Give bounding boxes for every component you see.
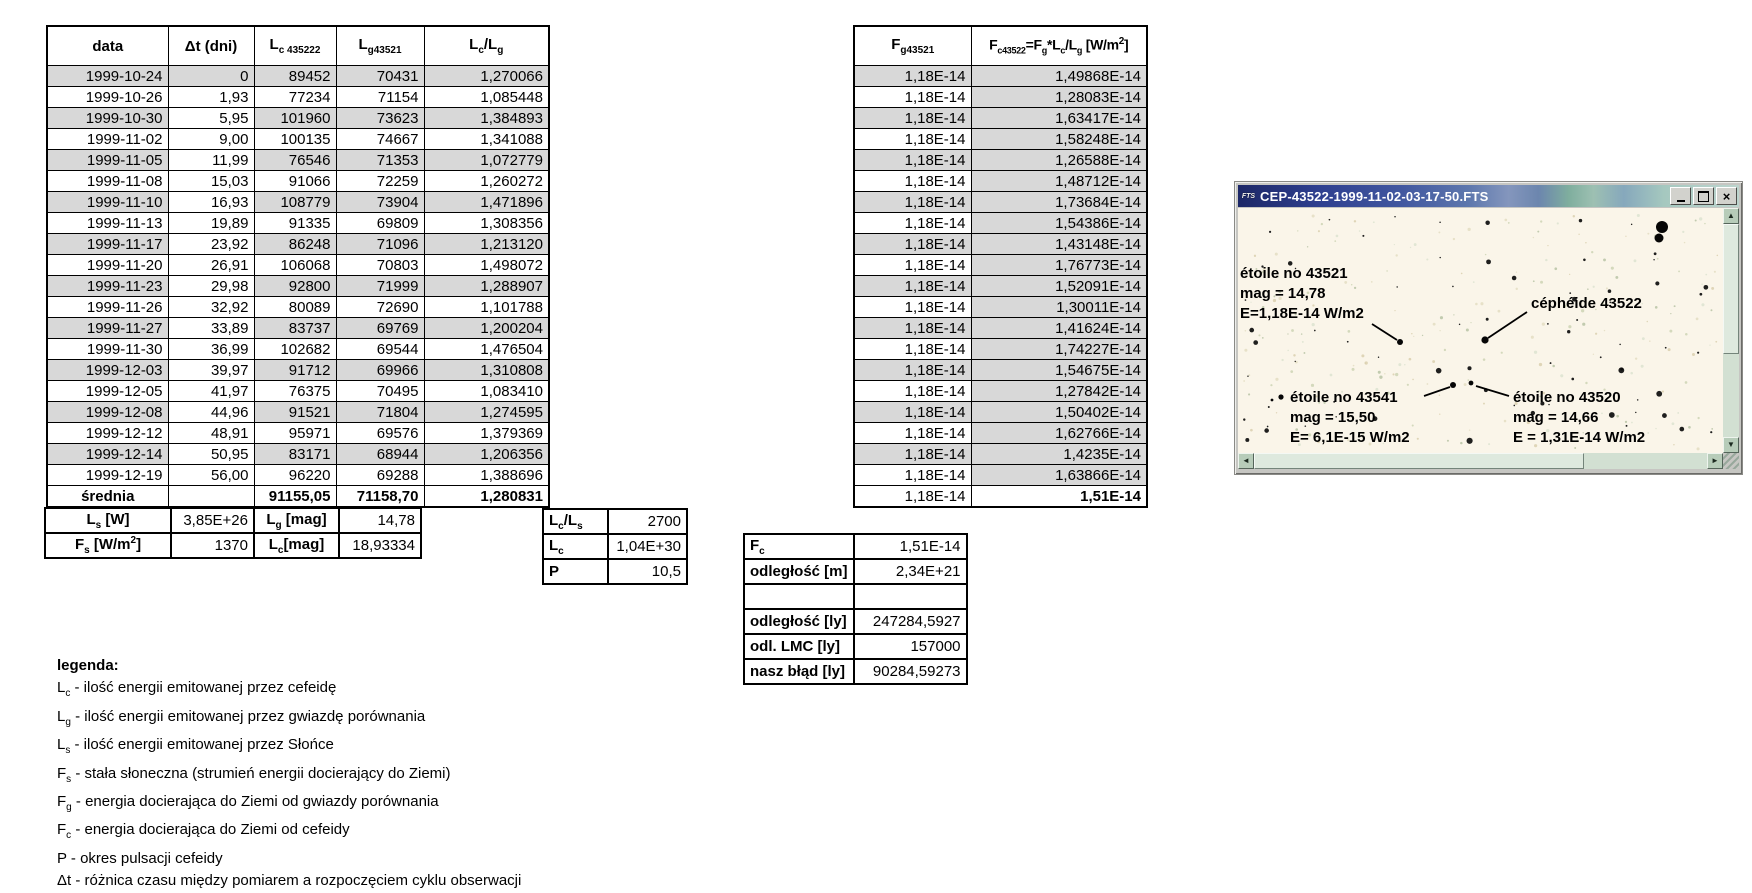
arrow-left-icon: ◄	[1242, 456, 1250, 465]
cell-fc: 1,54675E-14	[971, 360, 1147, 381]
cell-value: 1,51E-14	[854, 534, 967, 559]
cell-ratio: 1,083410	[424, 381, 549, 402]
cell-value: 1,04E+30	[608, 534, 687, 559]
cell-fc: 1,74227E-14	[971, 339, 1147, 360]
cell-value: 18,93334	[339, 533, 421, 558]
distance-row	[744, 534, 967, 559]
cell-lc: 83737	[254, 318, 336, 339]
cell-lg: 69576	[336, 423, 424, 444]
cell-fc: 1,52091E-14	[971, 276, 1147, 297]
cell-dt: 16,93	[168, 192, 254, 213]
cell-value: 14,78	[339, 508, 421, 533]
cell-fg: 1,18E-14	[854, 423, 971, 444]
cell-lc: 76375	[254, 381, 336, 402]
cell-dt: 1,93	[168, 87, 254, 108]
cell-fg: 1,18E-14	[854, 360, 971, 381]
average-row	[47, 486, 549, 508]
cell-date: 1999-10-26	[47, 87, 168, 108]
cell-lc: 80089	[254, 297, 336, 318]
cell-value: 247284,5927	[854, 609, 967, 634]
cell-label: $F_s$ $[W/m^2]$	[45, 533, 171, 558]
column-header: $F_{c43522}=F_g*L_c/L_g$ $[W/m^2]$	[971, 26, 1147, 66]
cell-value: 1370	[171, 533, 254, 558]
annotation-line: étoile no 43521	[1240, 265, 1348, 282]
cell-date: 1999-11-20	[47, 255, 168, 276]
cell-lg: 71353	[336, 150, 424, 171]
observation-row	[47, 339, 549, 360]
cell-lg: 69966	[336, 360, 424, 381]
annotation-pointer-line	[1372, 324, 1397, 340]
cell-value: 90284,59273	[854, 659, 967, 684]
cell-dt	[168, 486, 254, 508]
fts-window	[1234, 181, 1743, 475]
observation-row	[47, 318, 549, 339]
cell-average-label: średnia	[47, 486, 168, 508]
cell-lc: 95971	[254, 423, 336, 444]
arrow-right-icon: ►	[1711, 456, 1719, 465]
flux-row	[854, 192, 1147, 213]
cell-fg: 1,18E-14	[854, 402, 971, 423]
cell-lc: 91066	[254, 171, 336, 192]
cell-fc: 1,26588E-14	[971, 150, 1147, 171]
cell-fg: 1,18E-14	[854, 108, 971, 129]
star-field-image	[1238, 208, 1723, 453]
column-header: $L_{g43521}$	[336, 26, 424, 66]
scroll-right-button[interactable]	[1707, 453, 1723, 469]
constants-row	[45, 533, 421, 558]
observation-row	[47, 255, 549, 276]
observation-row	[47, 381, 549, 402]
cell-lg: 70431	[336, 66, 424, 87]
minimize-icon	[1677, 191, 1685, 202]
cell-date: 1999-11-13	[47, 213, 168, 234]
flux-row	[854, 108, 1147, 129]
cell-fg: 1,18E-14	[854, 66, 971, 87]
cell-date: 1999-12-08	[47, 402, 168, 423]
cell-fc: 1,28083E-14	[971, 87, 1147, 108]
cell-lc: 91521	[254, 402, 336, 423]
ratio-row	[543, 534, 687, 559]
cell-lg: 71096	[336, 234, 424, 255]
cell-value: 2,34E+21	[854, 559, 967, 584]
flux-row	[854, 213, 1147, 234]
cell-ratio: 1,288907	[424, 276, 549, 297]
distance-row	[744, 609, 967, 634]
distance-row	[744, 659, 967, 684]
flux-row	[854, 318, 1147, 339]
cell-dt: 41,97	[168, 381, 254, 402]
cell-dt: 44,96	[168, 402, 254, 423]
observation-row	[47, 276, 549, 297]
cell-lc: 91155,05	[254, 486, 336, 508]
cell-fg: 1,18E-14	[854, 234, 971, 255]
cell-lg: 69809	[336, 213, 424, 234]
cell-ratio: 1,341088	[424, 129, 549, 150]
cell-dt: 15,03	[168, 171, 254, 192]
cell-fg: 1,18E-14	[854, 297, 971, 318]
cell-dt: 9,00	[168, 129, 254, 150]
cell-fc: 1,30011E-14	[971, 297, 1147, 318]
cell-lc: 96220	[254, 465, 336, 486]
cell-lg: 71154	[336, 87, 424, 108]
cell-ratio: 1,206356	[424, 444, 549, 465]
cell-date: 1999-11-23	[47, 276, 168, 297]
cell-lg: 72259	[336, 171, 424, 192]
arrow-up-icon: ▲	[1727, 211, 1735, 220]
observation-row	[47, 213, 549, 234]
cell-ratio: 1,200204	[424, 318, 549, 339]
cell-dt: 48,91	[168, 423, 254, 444]
cell-lc: 101960	[254, 108, 336, 129]
cell-dt: 19,89	[168, 213, 254, 234]
cell-fg: 1,18E-14	[854, 255, 971, 276]
cell-fc: 1,63866E-14	[971, 465, 1147, 486]
cell-ratio: 1,085448	[424, 87, 549, 108]
cell-fg: 1,18E-14	[854, 444, 971, 465]
distance-row	[744, 634, 967, 659]
column-header: $F_{g43521}$	[854, 26, 971, 66]
cell-fg: 1,18E-14	[854, 150, 971, 171]
cell-lg: 73623	[336, 108, 424, 129]
cell-dt: 5,95	[168, 108, 254, 129]
cell-lg: 70803	[336, 255, 424, 276]
cell-dt: 56,00	[168, 465, 254, 486]
annotation-line: E = 1,31E-14 W/m2	[1513, 429, 1646, 446]
cell-ratio: 1,310808	[424, 360, 549, 381]
cell-ratio: 1,379369	[424, 423, 549, 444]
observation-row	[47, 66, 549, 87]
arrow-down-icon: ▼	[1727, 440, 1735, 449]
cell-fg: 1,18E-14	[854, 381, 971, 402]
cell-label: $L_c[mag]$	[254, 533, 339, 558]
cell-fc: 1,49868E-14	[971, 66, 1147, 87]
legend-item: $F_g$ - energia docierająca do Ziemi od gwiazdy porównania	[57, 793, 439, 814]
maximize-button[interactable]	[1693, 187, 1714, 205]
legend-item: P - okres pulsacji cefeidy	[57, 849, 223, 867]
star-annotation	[1513, 388, 1645, 448]
cell-dt: 0	[168, 66, 254, 87]
legend-item: $L_g$ - ilość energii emitowanej przez gwiazdę porównania	[57, 707, 426, 728]
observation-row	[47, 87, 549, 108]
flux-total-row	[854, 486, 1147, 508]
distance-row	[744, 559, 967, 584]
legend-item: $L_s$ - ilość energii emitowanej przez Słońce	[57, 736, 334, 757]
observation-row	[47, 129, 549, 150]
cell-fc: 1,76773E-14	[971, 255, 1147, 276]
annotation-line: mag = 15,50	[1290, 409, 1376, 426]
cell-lc: 102682	[254, 339, 336, 360]
annotation-pointer-line	[1476, 386, 1509, 396]
cell-fg: 1,18E-14	[854, 213, 971, 234]
cell-label: P	[543, 559, 608, 584]
cell-date: 1999-12-12	[47, 423, 168, 444]
annotation-line: mag = 14,66	[1513, 409, 1599, 426]
cell-dt: 32,92	[168, 297, 254, 318]
cell-ratio: 1,384893	[424, 108, 549, 129]
cell-date: 1999-10-30	[47, 108, 168, 129]
cell-dt: 11,99	[168, 150, 254, 171]
flux-row	[854, 276, 1147, 297]
cell-label	[744, 584, 854, 609]
scroll-down-button[interactable]	[1723, 437, 1739, 453]
observations-header-row	[47, 26, 549, 66]
cell-dt: 33,89	[168, 318, 254, 339]
cell-label: $L_c/L_s$	[543, 509, 608, 534]
cell-fc: 1,58248E-14	[971, 129, 1147, 150]
legend-item: $L_c$ - ilość energii emitowanej przez cefeidę	[57, 679, 337, 700]
horizontal-scrollbar[interactable]	[1238, 453, 1723, 469]
vertical-scrollbar[interactable]	[1723, 208, 1739, 453]
annotation-line: étoile no 43520	[1513, 389, 1621, 406]
cell-fg: 1,18E-14	[854, 171, 971, 192]
flux-row	[854, 297, 1147, 318]
legend	[57, 655, 521, 893]
cell-ratio: 1,471896	[424, 192, 549, 213]
flux-row	[854, 423, 1147, 444]
cell-lc: 91712	[254, 360, 336, 381]
cell-fc: 1,27842E-14	[971, 381, 1147, 402]
window-title: CEP-43522-1999-11-02-03-17-50.FTS	[1260, 188, 1489, 204]
cell-dt: 29,98	[168, 276, 254, 297]
flux-row	[854, 129, 1147, 150]
cell-lg: 72690	[336, 297, 424, 318]
cell-lg: 71804	[336, 402, 424, 423]
flux-row	[854, 171, 1147, 192]
flux-table	[853, 25, 1148, 508]
star-annotation	[1290, 388, 1410, 448]
cell-fg: 1,18E-14	[854, 465, 971, 486]
minimize-button[interactable]	[1670, 187, 1691, 205]
cell-ratio: 1,213120	[424, 234, 549, 255]
cell-date: 1999-11-17	[47, 234, 168, 255]
observation-row	[47, 108, 549, 129]
cell-ratio: 1,308356	[424, 213, 549, 234]
legend-item: Δt - różnica czasu między pomiarem a rozpoczęciem cyklu obserwacji	[57, 872, 522, 890]
fts-file-icon: FTS	[1241, 192, 1256, 200]
column-header: Δt (dni)	[168, 26, 254, 66]
legend-item: $F_c$ - energia docierająca do Ziemi od cefeidy	[57, 821, 350, 842]
flux-row	[854, 381, 1147, 402]
cell-label: $L_s$ [W]	[45, 508, 171, 533]
cell-ratio: 1,260272	[424, 171, 549, 192]
ratio-row	[543, 509, 687, 534]
cell-date: 1999-12-14	[47, 444, 168, 465]
flux-row	[854, 360, 1147, 381]
cell-lg: 71158,70	[336, 486, 424, 508]
cell-ratio: 1,072779	[424, 150, 549, 171]
observation-row	[47, 402, 549, 423]
cell-lg: 74667	[336, 129, 424, 150]
horizontal-scroll-thumb[interactable]	[1254, 453, 1584, 469]
observation-row	[47, 234, 549, 255]
flux-row	[854, 66, 1147, 87]
cell-label: $L_c$	[543, 534, 608, 559]
flux-row	[854, 255, 1147, 276]
cell-value: 10,5	[608, 559, 687, 584]
cell-fg: 1,18E-14	[854, 486, 971, 508]
cell-value: 3,85E+26	[171, 508, 254, 533]
cell-ratio: 1,388696	[424, 465, 549, 486]
observation-row	[47, 150, 549, 171]
cell-date: 1999-11-02	[47, 129, 168, 150]
cell-lg: 70495	[336, 381, 424, 402]
observation-row	[47, 171, 549, 192]
cell-date: 1999-11-26	[47, 297, 168, 318]
cell-dt: 23,92	[168, 234, 254, 255]
cell-lc: 91335	[254, 213, 336, 234]
cell-date: 1999-11-10	[47, 192, 168, 213]
column-header: $L_{c 435222}$	[254, 26, 336, 66]
cell-value: 157000	[854, 634, 967, 659]
annotation-line: étoile no 43541	[1290, 389, 1398, 406]
cell-date: 1999-11-08	[47, 171, 168, 192]
cell-lg: 69769	[336, 318, 424, 339]
legend-title: legenda:	[57, 657, 119, 674]
distance-row	[744, 584, 967, 609]
observation-row	[47, 297, 549, 318]
cell-dt: 36,99	[168, 339, 254, 360]
star-annotation	[1531, 294, 1642, 314]
cell-lc: 86248	[254, 234, 336, 255]
annotation-line: mag = 14,78	[1240, 285, 1326, 302]
cell-lg: 68944	[336, 444, 424, 465]
cell-lc: 108779	[254, 192, 336, 213]
cell-date: 1999-12-19	[47, 465, 168, 486]
cell-ratio: 1,274595	[424, 402, 549, 423]
cell-fg: 1,18E-14	[854, 276, 971, 297]
cell-lc: 92800	[254, 276, 336, 297]
flux-row	[854, 465, 1147, 486]
cell-fg: 1,18E-14	[854, 192, 971, 213]
flux-row	[854, 234, 1147, 255]
cell-ratio: 1,101788	[424, 297, 549, 318]
cell-value	[854, 584, 967, 609]
cell-ratio: 1,498072	[424, 255, 549, 276]
vertical-scroll-thumb[interactable]	[1723, 224, 1739, 354]
cell-date: 1999-10-24	[47, 66, 168, 87]
flux-row	[854, 339, 1147, 360]
cell-lc: 89452	[254, 66, 336, 87]
cell-ratio: 1,476504	[424, 339, 549, 360]
observation-row	[47, 360, 549, 381]
close-icon: ×	[1722, 188, 1731, 204]
cell-fc: 1,48712E-14	[971, 171, 1147, 192]
annotation-line: céphéide 43522	[1531, 295, 1642, 312]
cell-fc: 1,62766E-14	[971, 423, 1147, 444]
ratio-row	[543, 559, 687, 584]
cell-label: odległość [ly]	[744, 609, 854, 634]
ratio-table	[542, 508, 688, 585]
flux-header-row	[854, 26, 1147, 66]
cell-lc: 106068	[254, 255, 336, 276]
observation-row	[47, 465, 549, 486]
observation-row	[47, 192, 549, 213]
cell-lc: 83171	[254, 444, 336, 465]
cell-fg: 1,18E-14	[854, 87, 971, 108]
distance-table	[743, 533, 968, 685]
cell-fc: 1,51E-14	[971, 486, 1147, 508]
cell-dt: 39,97	[168, 360, 254, 381]
cell-fc: 1,43148E-14	[971, 234, 1147, 255]
cell-fc: 1,54386E-14	[971, 213, 1147, 234]
flux-row	[854, 150, 1147, 171]
cell-lc: 77234	[254, 87, 336, 108]
annotation-pointer-line	[1424, 387, 1450, 396]
cell-ratio: 1,280831	[424, 486, 549, 508]
cell-label: odległość [m]	[744, 559, 854, 584]
window-titlebar[interactable]	[1238, 185, 1739, 207]
constants-row	[45, 508, 421, 533]
cell-lg: 73904	[336, 192, 424, 213]
scroll-up-button[interactable]	[1723, 208, 1739, 224]
annotation-line: E= 6,1E-15 W/m2	[1290, 429, 1410, 446]
annotation-line: E=1,18E-14 W/m2	[1240, 305, 1364, 322]
cell-ratio: 1,270066	[424, 66, 549, 87]
cell-lg: 69288	[336, 465, 424, 486]
observation-row	[47, 444, 549, 465]
cell-date: 1999-11-27	[47, 318, 168, 339]
resize-grip[interactable]	[1723, 453, 1739, 469]
flux-row	[854, 402, 1147, 423]
cell-date: 1999-11-30	[47, 339, 168, 360]
cell-fg: 1,18E-14	[854, 339, 971, 360]
cell-lc: 76546	[254, 150, 336, 171]
close-button[interactable]	[1716, 187, 1737, 205]
flux-row	[854, 87, 1147, 108]
cell-date: 1999-12-05	[47, 381, 168, 402]
constants-table	[44, 507, 422, 559]
annotation-pointer-line	[1488, 312, 1527, 338]
cell-value: 2700	[608, 509, 687, 534]
maximize-icon	[1698, 191, 1709, 202]
star-annotation	[1240, 264, 1364, 324]
cell-fc: 1,50402E-14	[971, 402, 1147, 423]
cell-dt: 26,91	[168, 255, 254, 276]
cell-fc: 1,73684E-14	[971, 192, 1147, 213]
cell-lg: 71999	[336, 276, 424, 297]
observation-row	[47, 423, 549, 444]
legend-item: $F_s$ - stała słoneczna (strumień energii docierający do Ziemi)	[57, 764, 451, 785]
cell-lg: 69544	[336, 339, 424, 360]
cell-fg: 1,18E-14	[854, 129, 971, 150]
cell-dt: 50,95	[168, 444, 254, 465]
cell-fc: 1,4235E-14	[971, 444, 1147, 465]
cell-fg: 1,18E-14	[854, 318, 971, 339]
flux-row	[854, 444, 1147, 465]
column-header: data	[47, 26, 168, 66]
observations-table	[46, 25, 550, 508]
column-header: $L_c/L_g$	[424, 26, 549, 66]
scroll-left-button[interactable]	[1238, 453, 1254, 469]
cell-label: odl. LMC [ly]	[744, 634, 854, 659]
cell-date: 1999-12-03	[47, 360, 168, 381]
cell-fc: 1,41624E-14	[971, 318, 1147, 339]
cell-fc: 1,63417E-14	[971, 108, 1147, 129]
cell-lc: 100135	[254, 129, 336, 150]
cell-label: nasz błąd [ly]	[744, 659, 854, 684]
cell-label: $L_g$ [mag]	[254, 508, 339, 533]
cell-date: 1999-11-05	[47, 150, 168, 171]
cell-label: $F_c$	[744, 534, 854, 559]
